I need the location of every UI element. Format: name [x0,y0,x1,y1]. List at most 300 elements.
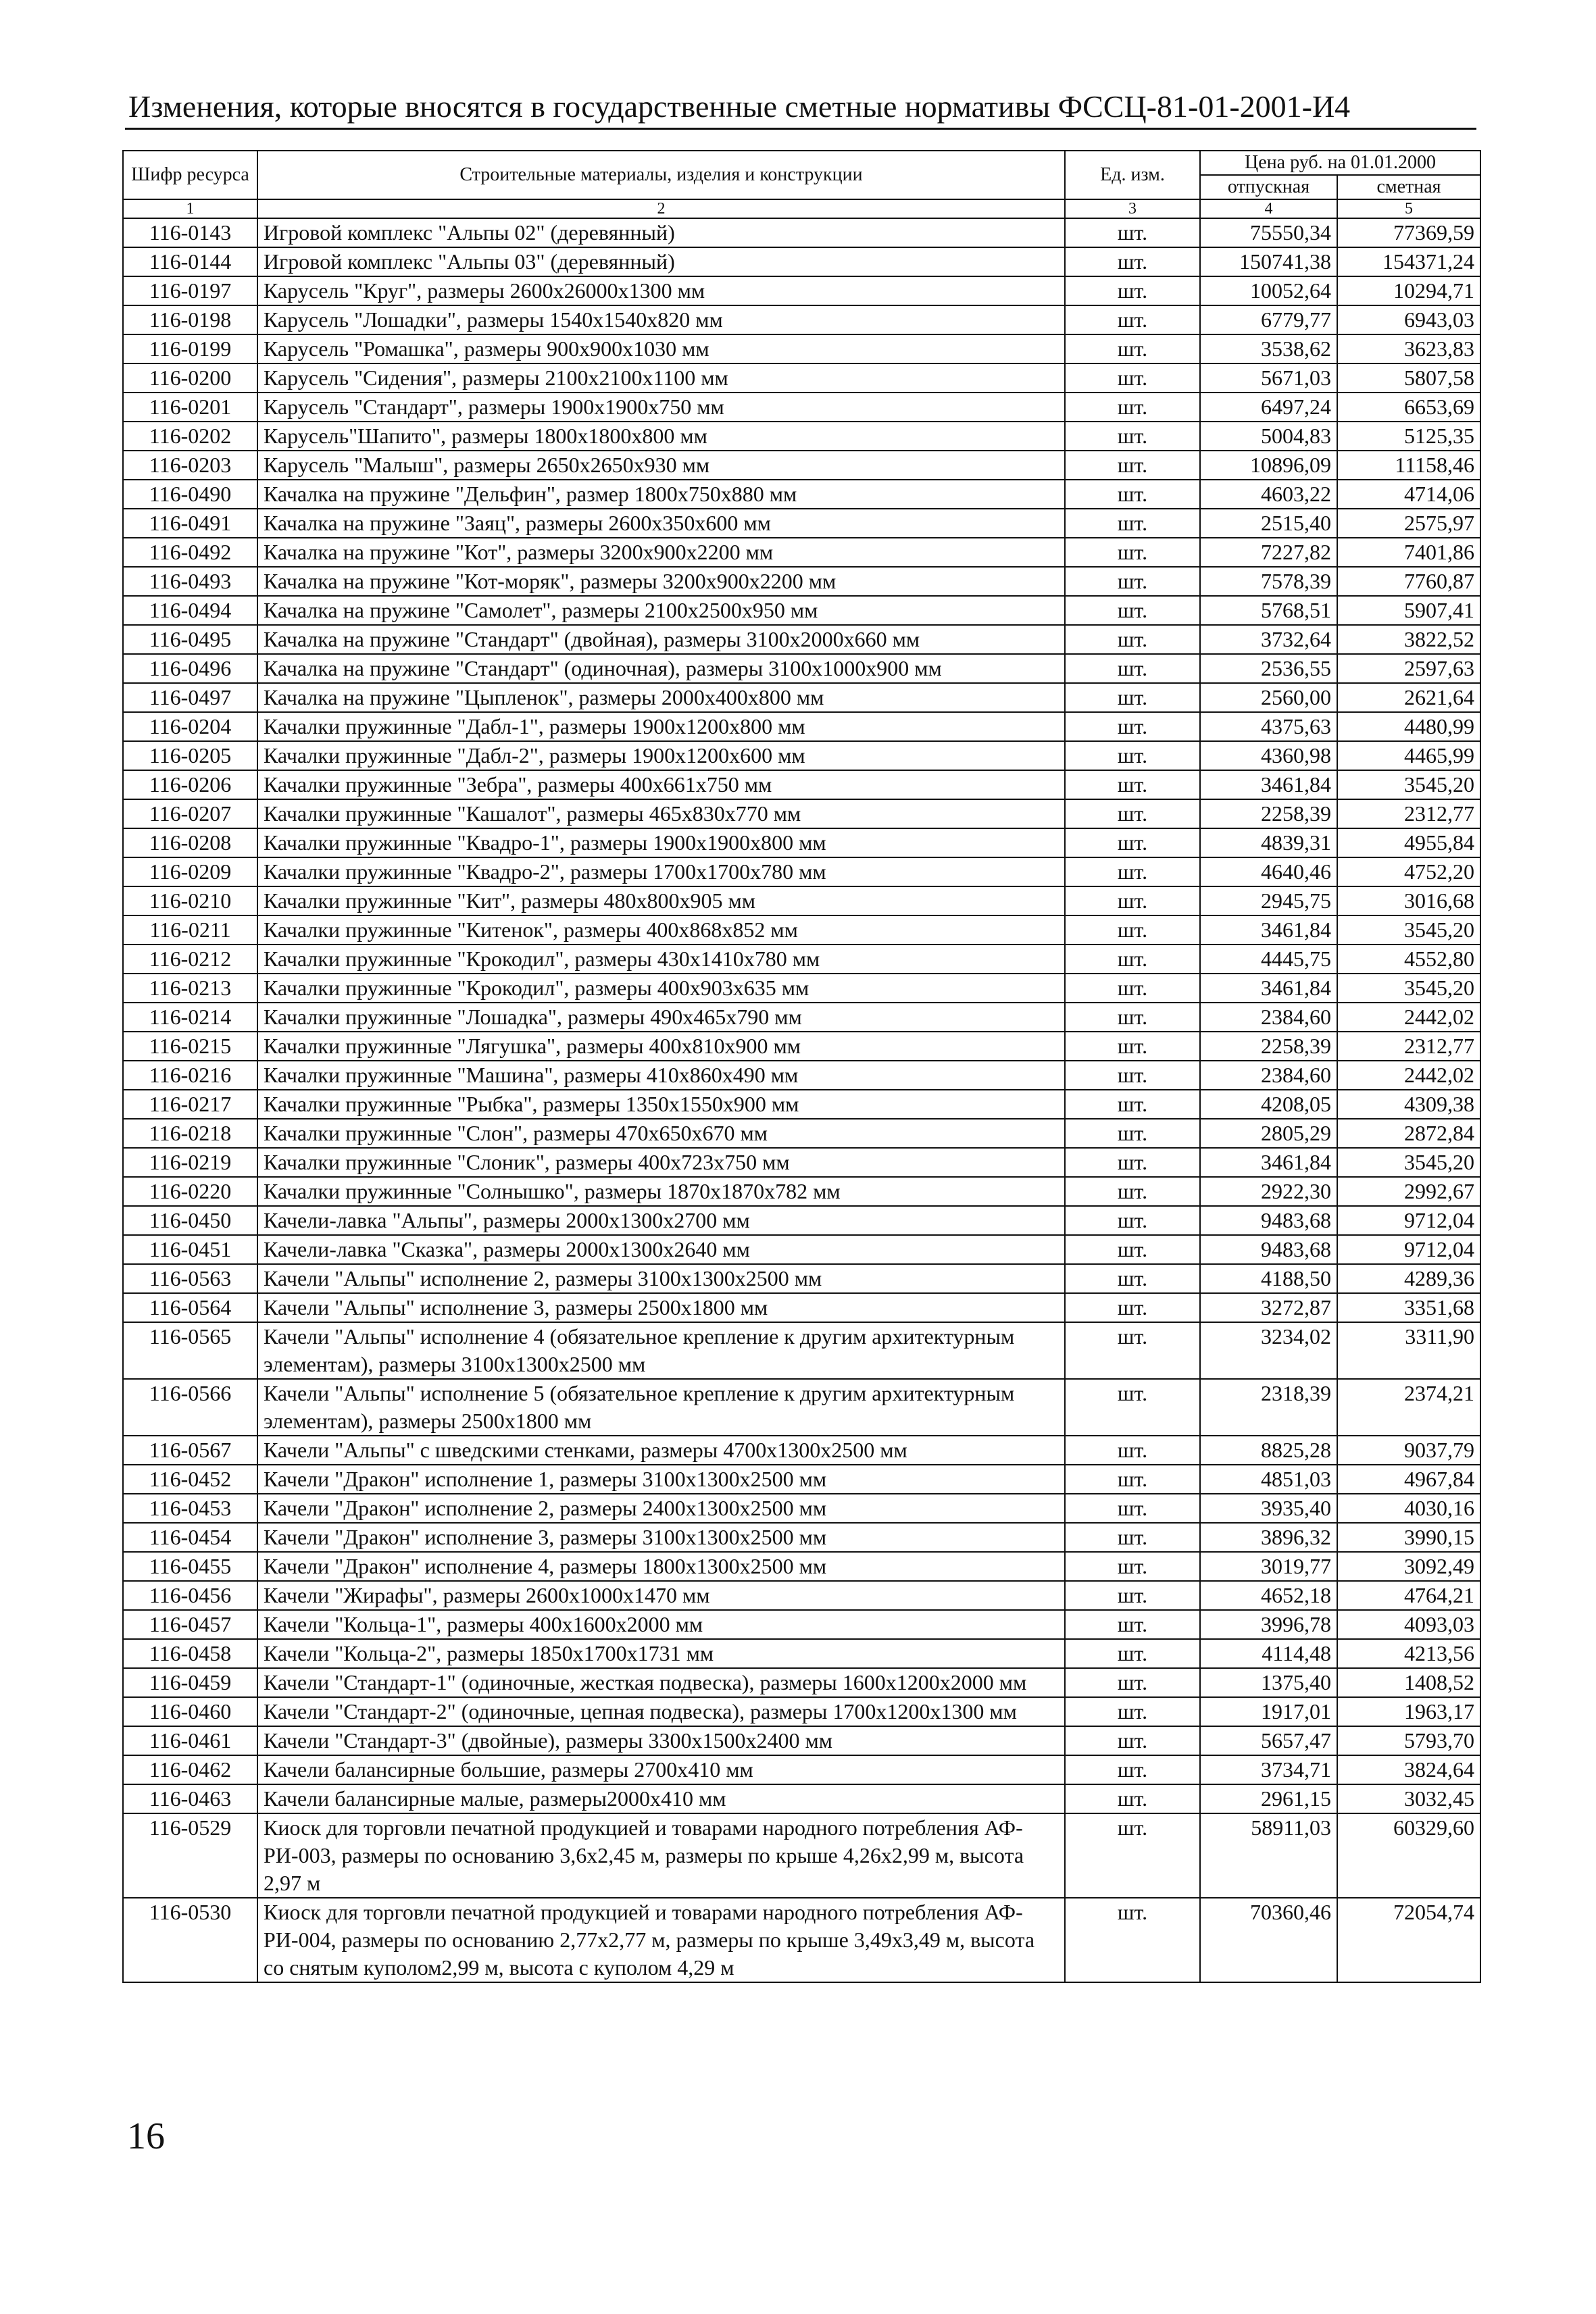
release-price-cell: 3996,78 [1200,1610,1337,1639]
resource-code-cell: 116-0460 [123,1697,257,1726]
material-name-cell: Качели "Стандарт-1" (одиночные, жесткая подвеска), размеры 1600x1200x2000 мм [257,1668,1065,1697]
estimate-price-cell: 2621,64 [1337,683,1480,712]
table-row [123,1639,1480,1668]
header-estimate-price: сметная [1337,175,1480,199]
unit-cell: шт. [1065,1494,1200,1523]
material-name-cell: Качалки пружинные "Крокодил", размеры 400x903x635 мм [257,974,1065,1003]
estimate-price-cell: 2575,97 [1337,509,1480,538]
material-name-cell: Качалки пружинные "Машина", размеры 410x860x490 мм [257,1061,1065,1090]
release-price-cell: 2384,60 [1200,1003,1337,1032]
release-price-cell: 7227,82 [1200,538,1337,567]
column-number: 2 [257,199,1065,218]
estimate-price-cell: 4955,84 [1337,828,1480,857]
release-price-cell: 70360,46 [1200,1898,1337,1982]
estimate-price-cell: 4752,20 [1337,857,1480,886]
unit-cell: шт. [1065,305,1200,334]
unit-cell: шт. [1065,1090,1200,1119]
estimate-price-cell: 4030,16 [1337,1494,1480,1523]
resource-code-cell: 116-0491 [123,509,257,538]
resource-code-cell: 116-0214 [123,1003,257,1032]
release-price-cell: 1375,40 [1200,1668,1337,1697]
estimate-price-cell: 2992,67 [1337,1177,1480,1206]
table-row [123,1322,1480,1379]
price-table [122,150,1481,1983]
table-row [123,1264,1480,1293]
unit-cell: шт. [1065,1697,1200,1726]
estimate-price-cell: 2374,21 [1337,1379,1480,1436]
page-title: Изменения, которые вносятся в государственные сметные нормативы ФССЦ-81-01-2001-И4 [128,89,1351,124]
resource-code-cell: 116-0563 [123,1264,257,1293]
release-price-cell: 4188,50 [1200,1264,1337,1293]
material-name-cell: Карусель "Ромашка", размеры 900x900x1030 мм [257,334,1065,363]
column-number: 1 [123,199,257,218]
table-row [123,538,1480,567]
unit-cell: шт. [1065,247,1200,276]
release-price-cell: 3935,40 [1200,1494,1337,1523]
unit-cell: шт. [1065,363,1200,393]
release-price-cell: 6497,24 [1200,393,1337,422]
table-row [123,509,1480,538]
estimate-price-cell: 4480,99 [1337,712,1480,741]
unit-cell: шт. [1065,1668,1200,1697]
material-name-cell: Качалка на пружине "Цыпленок", размеры 2000x400x800 мм [257,683,1065,712]
estimate-price-cell: 154371,24 [1337,247,1480,276]
material-name-cell: Качели "Альпы" исполнение 3, размеры 2500x1800 мм [257,1293,1065,1322]
unit-cell: шт. [1065,1148,1200,1177]
resource-code-cell: 116-0210 [123,886,257,915]
unit-cell: шт. [1065,538,1200,567]
release-price-cell: 2318,39 [1200,1379,1337,1436]
unit-cell: шт. [1065,480,1200,509]
release-price-cell: 2945,75 [1200,886,1337,915]
unit-cell: шт. [1065,1755,1200,1784]
unit-cell: шт. [1065,422,1200,451]
estimate-price-cell: 9712,04 [1337,1206,1480,1235]
release-price-cell: 5671,03 [1200,363,1337,393]
release-price-cell: 4640,46 [1200,857,1337,886]
release-price-cell: 2384,60 [1200,1061,1337,1090]
material-name-cell: Качели "Кольца-2", размеры 1850x1700x1731 мм [257,1639,1065,1668]
resource-code-cell: 116-0209 [123,857,257,886]
material-name-cell: Качалки пружинные "Дабл-2", размеры 1900x1200x600 мм [257,741,1065,770]
estimate-price-cell: 3311,90 [1337,1322,1480,1379]
release-price-cell: 3732,64 [1200,625,1337,654]
table-row [123,683,1480,712]
resource-code-cell: 116-0529 [123,1813,257,1898]
table-row [123,974,1480,1003]
material-name-cell: Качалки пружинные "Слоник", размеры 400x723x750 мм [257,1148,1065,1177]
table-row [123,1581,1480,1610]
release-price-cell: 4114,48 [1200,1639,1337,1668]
unit-cell: шт. [1065,770,1200,799]
material-name-cell: Карусель "Круг", размеры 2600x26000x1300 мм [257,276,1065,305]
unit-cell: шт. [1065,1293,1200,1322]
unit-cell: шт. [1065,683,1200,712]
estimate-price-cell: 5807,58 [1337,363,1480,393]
estimate-price-cell: 60329,60 [1337,1813,1480,1898]
material-name-cell: Качалки пружинные "Слон", размеры 470x650x670 мм [257,1119,1065,1148]
resource-code-cell: 116-0566 [123,1379,257,1436]
unit-cell: шт. [1065,1639,1200,1668]
release-price-cell: 6779,77 [1200,305,1337,334]
estimate-price-cell: 4465,99 [1337,741,1480,770]
release-price-cell: 3896,32 [1200,1523,1337,1552]
table-row [123,1813,1480,1898]
table-row [123,886,1480,915]
header-name: Строительные материалы, изделия и конструкции [257,151,1065,199]
table-row [123,799,1480,828]
unit-cell: шт. [1065,1264,1200,1293]
table-row [123,1610,1480,1639]
estimate-price-cell: 3545,20 [1337,915,1480,945]
release-price-cell: 2258,39 [1200,1032,1337,1061]
resource-code-cell: 116-0493 [123,567,257,596]
unit-cell: шт. [1065,625,1200,654]
table-row [123,1061,1480,1090]
release-price-cell: 10052,64 [1200,276,1337,305]
release-price-cell: 3461,84 [1200,974,1337,1003]
material-name-cell: Качалка на пружине "Кот", размеры 3200x900x2200 мм [257,538,1065,567]
material-name-cell: Карусель"Шапито", размеры 1800x1800x800 мм [257,422,1065,451]
material-name-cell: Качели "Кольца-1", размеры 400x1600x2000 мм [257,1610,1065,1639]
unit-cell: шт. [1065,1322,1200,1379]
material-name-cell: Качалка на пружине "Дельфин", размер 1800x750x880 мм [257,480,1065,509]
table-row [123,1379,1480,1436]
table-row [123,1697,1480,1726]
table-row [123,1032,1480,1061]
title-divider [125,128,1476,130]
estimate-price-cell: 3623,83 [1337,334,1480,363]
release-price-cell: 1917,01 [1200,1697,1337,1726]
column-number-row [123,199,1480,218]
column-number: 3 [1065,199,1200,218]
table-row [123,305,1480,334]
release-price-cell: 3461,84 [1200,915,1337,945]
release-price-cell: 10896,09 [1200,451,1337,480]
material-name-cell: Качели-лавка "Альпы", размеры 2000x1300x2700 мм [257,1206,1065,1235]
resource-code-cell: 116-0197 [123,276,257,305]
header-release-price: отпускная [1200,175,1337,199]
estimate-price-cell: 2312,77 [1337,799,1480,828]
estimate-price-cell: 2312,77 [1337,1032,1480,1061]
material-name-cell: Качели "Альпы" исполнение 2, размеры 3100x1300x2500 мм [257,1264,1065,1293]
unit-cell: шт. [1065,886,1200,915]
estimate-price-cell: 6943,03 [1337,305,1480,334]
material-name-cell: Карусель "Малыш", размеры 2650x2650x930 мм [257,451,1065,480]
unit-cell: шт. [1065,1119,1200,1148]
table-row [123,625,1480,654]
release-price-cell: 4208,05 [1200,1090,1337,1119]
unit-cell: шт. [1065,741,1200,770]
resource-code-cell: 116-0211 [123,915,257,945]
release-price-cell: 3734,71 [1200,1755,1337,1784]
table-row [123,654,1480,683]
release-price-cell: 2258,39 [1200,799,1337,828]
table-row [123,770,1480,799]
material-name-cell: Качалки пружинные "Кашалот", размеры 465x830x770 мм [257,799,1065,828]
estimate-price-cell: 9712,04 [1337,1235,1480,1264]
estimate-price-cell: 72054,74 [1337,1898,1480,1982]
unit-cell: шт. [1065,1784,1200,1813]
material-name-cell: Качалки пружинные "Крокодил", размеры 430x1410x780 мм [257,945,1065,974]
material-name-cell: Качели "Дракон" исполнение 2, размеры 2400x1300x2500 мм [257,1494,1065,1523]
release-price-cell: 9483,68 [1200,1235,1337,1264]
resource-code-cell: 116-0490 [123,480,257,509]
material-name-cell: Качалки пружинные "Лошадка", размеры 490x465x790 мм [257,1003,1065,1032]
table-row [123,1206,1480,1235]
resource-code-cell: 116-0205 [123,741,257,770]
table-row [123,276,1480,305]
resource-code-cell: 116-0218 [123,1119,257,1148]
unit-cell: шт. [1065,1379,1200,1436]
estimate-price-cell: 3016,68 [1337,886,1480,915]
release-price-cell: 2536,55 [1200,654,1337,683]
material-name-cell: Качели-лавка "Сказка", размеры 2000x1300x2640 мм [257,1235,1065,1264]
unit-cell: шт. [1065,945,1200,974]
material-name-cell: Качалки пружинные "Кит", размеры 480x800x905 мм [257,886,1065,915]
resource-code-cell: 116-0453 [123,1494,257,1523]
material-name-cell: Качели балансирные большие, размеры 2700x410 мм [257,1755,1065,1784]
table-row [123,596,1480,625]
resource-code-cell: 116-0206 [123,770,257,799]
release-price-cell: 2961,15 [1200,1784,1337,1813]
release-price-cell: 3272,87 [1200,1293,1337,1322]
unit-cell: шт. [1065,1436,1200,1465]
resource-code-cell: 116-0204 [123,712,257,741]
unit-cell: шт. [1065,1177,1200,1206]
unit-cell: шт. [1065,1032,1200,1061]
unit-cell: шт. [1065,393,1200,422]
table-row [123,422,1480,451]
table-row [123,218,1480,247]
release-price-cell: 8825,28 [1200,1436,1337,1465]
release-price-cell: 2515,40 [1200,509,1337,538]
table-row [123,828,1480,857]
table-row [123,1293,1480,1322]
unit-cell: шт. [1065,712,1200,741]
unit-cell: шт. [1065,1061,1200,1090]
estimate-price-cell: 4552,80 [1337,945,1480,974]
material-name-cell: Качалки пружинные "Рыбка", размеры 1350x1550x900 мм [257,1090,1065,1119]
material-name-cell: Качели "Стандарт-2" (одиночные, цепная подвеска), размеры 1700x1200x1300 мм [257,1697,1065,1726]
material-name-cell: Качели "Дракон" исполнение 1, размеры 3100x1300x2500 мм [257,1465,1065,1494]
release-price-cell: 3538,62 [1200,334,1337,363]
release-price-cell: 4839,31 [1200,828,1337,857]
table-row [123,945,1480,974]
resource-code-cell: 116-0216 [123,1061,257,1090]
table-row [123,1494,1480,1523]
estimate-price-cell: 4967,84 [1337,1465,1480,1494]
resource-code-cell: 116-0201 [123,393,257,422]
table-row [123,1784,1480,1813]
estimate-price-cell: 3822,52 [1337,625,1480,654]
table-row [123,1436,1480,1465]
material-name-cell: Качалки пружинные "Лягушка", размеры 400x810x900 мм [257,1032,1065,1061]
material-name-cell: Киоск для торговли печатной продукцией и товарами народного потребления АФ-РИ-004, размеры по основанию 2,77x2,77 м, размеры по крыше 3,49x3,49 м, высота со снятым куполом2,99 м, высота с куполом 4,29 м [257,1898,1065,1982]
estimate-price-cell: 7760,87 [1337,567,1480,596]
table-row [123,567,1480,596]
release-price-cell: 3461,84 [1200,1148,1337,1177]
material-name-cell: Качели "Альпы" исполнение 4 (обязательное крепление к другим архитектурным элементам), размеры 3100x1300x2500 мм [257,1322,1065,1379]
table-row [123,247,1480,276]
unit-cell: шт. [1065,1465,1200,1494]
estimate-price-cell: 1963,17 [1337,1697,1480,1726]
table-row [123,712,1480,741]
resource-code-cell: 116-0143 [123,218,257,247]
release-price-cell: 3019,77 [1200,1552,1337,1581]
unit-cell: шт. [1065,974,1200,1003]
release-price-cell: 5004,83 [1200,422,1337,451]
column-number: 4 [1200,199,1337,218]
estimate-price-cell: 2442,02 [1337,1061,1480,1090]
estimate-price-cell: 4213,56 [1337,1639,1480,1668]
release-price-cell: 3234,02 [1200,1322,1337,1379]
unit-cell: шт. [1065,1206,1200,1235]
release-price-cell: 4445,75 [1200,945,1337,974]
unit-cell: шт. [1065,509,1200,538]
estimate-price-cell: 4093,03 [1337,1610,1480,1639]
material-name-cell: Карусель "Лошадки", размеры 1540x1540x820 мм [257,305,1065,334]
material-name-cell: Качели "Альпы" исполнение 5 (обязательное крепление к другим архитектурным элементам), размеры 2500x1800 мм [257,1379,1065,1436]
resource-code-cell: 116-0461 [123,1726,257,1755]
unit-cell: шт. [1065,1523,1200,1552]
estimate-price-cell: 2872,84 [1337,1119,1480,1148]
resource-code-cell: 116-0213 [123,974,257,1003]
page-number: 16 [127,2115,165,2157]
unit-cell: шт. [1065,915,1200,945]
estimate-price-cell: 3092,49 [1337,1552,1480,1581]
unit-cell: шт. [1065,1552,1200,1581]
resource-code-cell: 116-0567 [123,1436,257,1465]
material-name-cell: Качалки пружинные "Китенок", размеры 400x868x852 мм [257,915,1065,945]
table-row [123,1148,1480,1177]
resource-code-cell: 116-0198 [123,305,257,334]
material-name-cell: Качели "Дракон" исполнение 4, размеры 1800x1300x2500 мм [257,1552,1065,1581]
material-name-cell: Качели "Жирафы", размеры 2600x1000x1470 мм [257,1581,1065,1610]
table-row [123,1003,1480,1032]
resource-code-cell: 116-0454 [123,1523,257,1552]
release-price-cell: 9483,68 [1200,1206,1337,1235]
material-name-cell: Качалки пружинные "Квадро-2", размеры 1700x1700x780 мм [257,857,1065,886]
resource-code-cell: 116-0530 [123,1898,257,1982]
unit-cell: шт. [1065,1610,1200,1639]
material-name-cell: Качалка на пружине "Самолет", размеры 2100x2500x950 мм [257,596,1065,625]
table-header-row [123,151,1480,175]
unit-cell: шт. [1065,654,1200,683]
resource-code-cell: 116-0497 [123,683,257,712]
table-row [123,480,1480,509]
material-name-cell: Качели "Стандарт-3" (двойные), размеры 3300x1500x2400 мм [257,1726,1065,1755]
table-row [123,915,1480,945]
material-name-cell: Игровой комплекс "Альпы 03" (деревянный) [257,247,1065,276]
material-name-cell: Карусель "Стандарт", размеры 1900x1900x750 мм [257,393,1065,422]
release-price-cell: 4603,22 [1200,480,1337,509]
release-price-cell: 150741,38 [1200,247,1337,276]
estimate-price-cell: 3990,15 [1337,1523,1480,1552]
table-row [123,1898,1480,1982]
header-unit: Ед. изм. [1065,151,1200,199]
table-row [123,741,1480,770]
estimate-price-cell: 5125,35 [1337,422,1480,451]
resource-code-cell: 116-0219 [123,1148,257,1177]
table-row [123,334,1480,363]
resource-code-cell: 116-0492 [123,538,257,567]
material-name-cell: Игровой комплекс "Альпы 02" (деревянный) [257,218,1065,247]
unit-cell: шт. [1065,1235,1200,1264]
resource-code-cell: 116-0220 [123,1177,257,1206]
resource-code-cell: 116-0459 [123,1668,257,1697]
table-row [123,1090,1480,1119]
header-price-group: Цена руб. на 01.01.2000 [1200,151,1480,175]
unit-cell: шт. [1065,218,1200,247]
release-price-cell: 5657,47 [1200,1726,1337,1755]
release-price-cell: 4375,63 [1200,712,1337,741]
material-name-cell: Качалка на пружине "Стандарт" (одиночная), размеры 3100x1000x900 мм [257,654,1065,683]
table-row [123,857,1480,886]
resource-code-cell: 116-0463 [123,1784,257,1813]
resource-code-cell: 116-0215 [123,1032,257,1061]
unit-cell: шт. [1065,1726,1200,1755]
resource-code-cell: 116-0495 [123,625,257,654]
unit-cell: шт. [1065,567,1200,596]
estimate-price-cell: 3545,20 [1337,974,1480,1003]
table-row [123,1668,1480,1697]
material-name-cell: Качели балансирные малые, размеры2000x410 мм [257,1784,1065,1813]
material-name-cell: Качалка на пружине "Стандарт" (двойная), размеры 3100x2000x660 мм [257,625,1065,654]
unit-cell: шт. [1065,1813,1200,1898]
estimate-price-cell: 9037,79 [1337,1436,1480,1465]
release-price-cell: 7578,39 [1200,567,1337,596]
resource-code-cell: 116-0457 [123,1610,257,1639]
estimate-price-cell: 77369,59 [1337,218,1480,247]
release-price-cell: 2805,29 [1200,1119,1337,1148]
resource-code-cell: 116-0450 [123,1206,257,1235]
table-row [123,393,1480,422]
estimate-price-cell: 4714,06 [1337,480,1480,509]
resource-code-cell: 116-0455 [123,1552,257,1581]
estimate-price-cell: 2597,63 [1337,654,1480,683]
resource-code-cell: 116-0208 [123,828,257,857]
unit-cell: шт. [1065,451,1200,480]
unit-cell: шт. [1065,1003,1200,1032]
resource-code-cell: 116-0207 [123,799,257,828]
material-name-cell: Качели "Альпы" с шведскими стенками, размеры 4700x1300x2500 мм [257,1436,1065,1465]
unit-cell: шт. [1065,1581,1200,1610]
material-name-cell: Качалка на пружине "Кот-моряк", размеры 3200x900x2200 мм [257,567,1065,596]
unit-cell: шт. [1065,857,1200,886]
resource-code-cell: 116-0494 [123,596,257,625]
resource-code-cell: 116-0458 [123,1639,257,1668]
estimate-price-cell: 11158,46 [1337,451,1480,480]
unit-cell: шт. [1065,1898,1200,1982]
table-row [123,363,1480,393]
table-row [123,1465,1480,1494]
table-row [123,1552,1480,1581]
resource-code-cell: 116-0452 [123,1465,257,1494]
unit-cell: шт. [1065,334,1200,363]
estimate-price-cell: 4764,21 [1337,1581,1480,1610]
estimate-price-cell: 3824,64 [1337,1755,1480,1784]
resource-code-cell: 116-0565 [123,1322,257,1379]
resource-code-cell: 116-0202 [123,422,257,451]
release-price-cell: 58911,03 [1200,1813,1337,1898]
estimate-price-cell: 2442,02 [1337,1003,1480,1032]
material-name-cell: Карусель "Сидения", размеры 2100x2100x1100 мм [257,363,1065,393]
estimate-price-cell: 5907,41 [1337,596,1480,625]
material-name-cell: Качели "Дракон" исполнение 3, размеры 3100x1300x2500 мм [257,1523,1065,1552]
unit-cell: шт. [1065,828,1200,857]
release-price-cell: 2560,00 [1200,683,1337,712]
